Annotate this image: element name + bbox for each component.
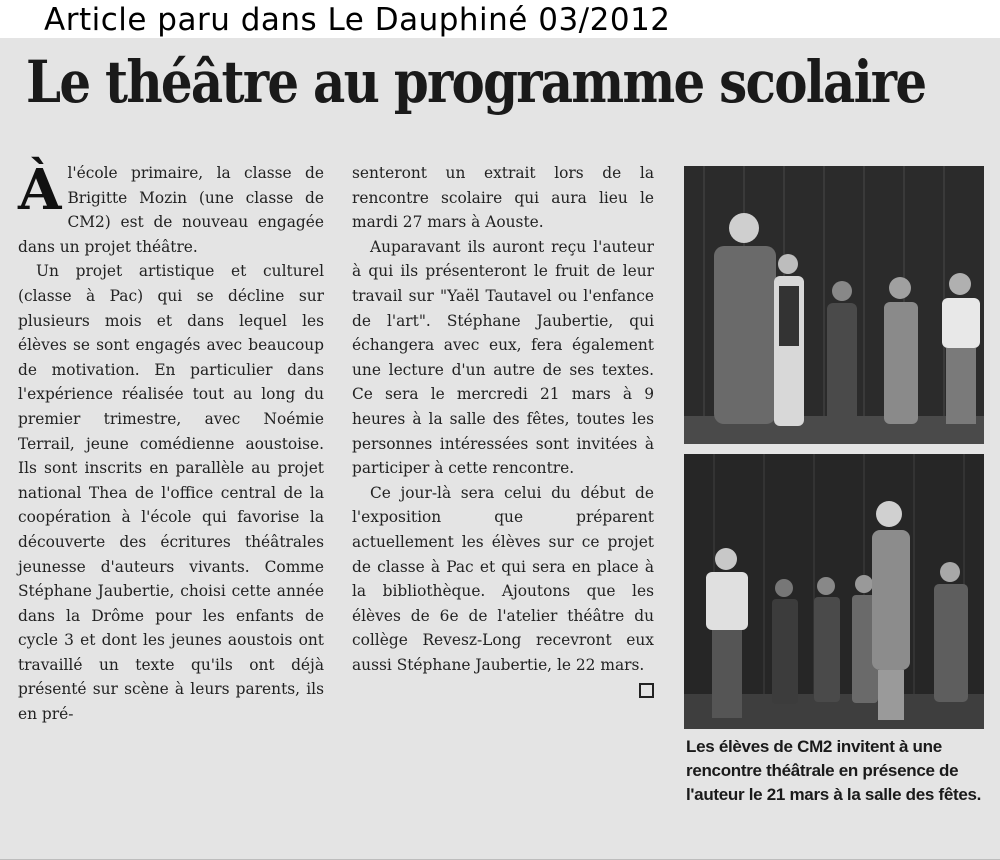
photo-students-stage-2 — [684, 454, 984, 729]
paragraph-5-text: Ce jour-là sera celui du début de l'exposition que préparent actuellement les élèves sur ce projet de classe à Pac et qui sera en place à la bibliothèque. Ajoutons que les élèves de 6e de l'atelier théâtre du collège Revesz-Long recevront eux aussi Stéphane Jaubertie, le 22 mars. — [352, 483, 654, 674]
paragraph-2: Un projet artistique et culturel (classe à Pac) qui se décline sur plusieurs mois et dans lequel les élèves se sont engagés avec beaucoup de motivation. En particulier dans l'expérience réalisée tout au long du premier trimestre, avec Noémie Terrail, jeune comédienne aoustoise. Ils sont inscrits en parallèle au projet national Thea de l'office central de la coopération à l'école qui favorise la découverte des écritures théâtrales jeunesse d'auteurs vivants. Comme Stéphane Jaubertie, choisi cette année dans la Drôme pour les enfants de cycle 3 et dont les jeunes aoustois ont travaillé un texte qu'ils ont déjà présenté sur scène à leurs parents, ils en pré- — [18, 262, 324, 724]
dropcap-letter: À — [18, 157, 62, 223]
photo-caption: Les élèves de CM2 invitent à une rencontre théâtrale en présence de l'auteur le 21 mars à la salle des fêtes. — [686, 737, 982, 804]
paragraph-4: Auparavant ils auront reçu l'auteur à qui ils présenteront le fruit de leur travail sur "Yaël Tautavel ou l'enfance de l'art". Stéphane Jaubertie, qui échangera avec eux, fera également une lecture d'un autre de ses textes. Ce sera le mercredi 21 mars à 9 heures à la salle des fêtes, toutes les personnes intéressées sont invitées à participer à cette rencontre. — [352, 237, 654, 478]
photo-students-stage-1 — [684, 166, 984, 444]
article-headline: Le théâtre au programme scolaire — [26, 48, 926, 116]
article-column-2 — [352, 161, 654, 698]
end-of-article-icon — [639, 683, 654, 698]
paragraph-3: senteront un extrait lors de la rencontre scolaire qui aura lieu le mardi 27 mars à Aouste. — [352, 164, 654, 232]
clipping-source-caption: Article paru dans Le Dauphiné 03/2012 — [44, 2, 671, 38]
paragraph-5 — [352, 481, 654, 678]
paragraph-1-text: l'école primaire, la classe de Brigitte Mozin (une classe de CM2) est de nouveau engagée dans un projet théâtre. — [18, 164, 324, 256]
newspaper-clipping — [0, 38, 1000, 860]
paragraph-1 — [18, 157, 324, 259]
article-column-1 — [18, 157, 324, 727]
